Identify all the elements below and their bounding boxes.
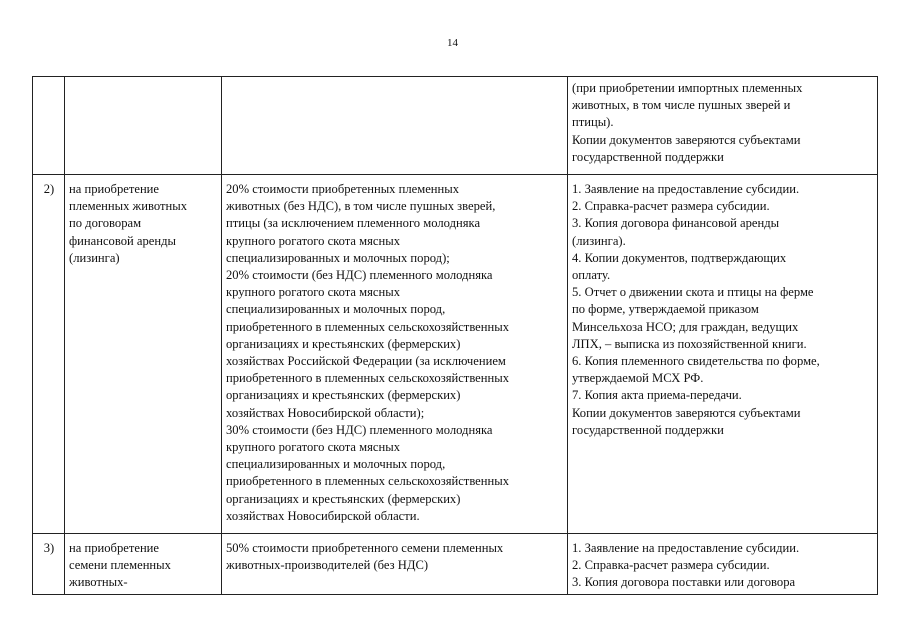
row-number: [33, 77, 65, 175]
table-row: [33, 77, 878, 175]
text-line: организациях и крестьянских (фермерских): [226, 491, 461, 506]
text-line: 20% стоимости приобретенных племенных: [226, 182, 460, 196]
row-number: 3): [33, 534, 65, 595]
text-line: 4. Копии документов, подтверждающих: [572, 250, 787, 265]
text-line: 50% стоимости приобретенного семени племенных: [226, 541, 504, 555]
text-line: (лизинга): [69, 250, 120, 265]
text-line: хозяйствах Российской Федерации (за исключением: [226, 354, 506, 369]
text-line: на приобретение: [69, 182, 160, 196]
text-line: приобретенного в племенных сельскохозяйственных: [226, 474, 510, 489]
text-line: (лизинга).: [572, 233, 626, 248]
row-number: 2): [33, 175, 65, 534]
text-line: семени племенных: [69, 558, 171, 573]
text-line: оплату.: [572, 268, 611, 283]
text-line: 6. Копия племенного свидетельства по форме,: [572, 354, 820, 369]
text-line: 1. Заявление на предоставление субсидии.: [572, 182, 800, 196]
text-line: животных, в том числе пушных зверей и: [572, 98, 791, 113]
text-line: финансовой аренды: [69, 233, 176, 248]
text-line: птицы (за исключением племенного молодняка: [226, 216, 481, 231]
text-line: Копии документов заверяются субъектами: [572, 405, 801, 420]
text-line: 3. Копия договора поставки или договора: [572, 575, 796, 590]
text-line: ЛПХ, – выписка из похозяйственной книги.: [572, 336, 807, 351]
text-line: 3. Копия договора финансовой аренды: [572, 216, 780, 231]
text-line: крупного рогатого скота мясных: [226, 440, 401, 455]
text-line: животных-производителей (без НДС): [226, 558, 429, 573]
table-row: [33, 534, 878, 595]
text-line: хозяйствах Новосибирской области);: [226, 405, 425, 420]
page-number: 14: [447, 37, 458, 49]
text-line: Минсельхоза НСО; для граждан, ведущих: [572, 319, 799, 334]
text-line: государственной поддержки: [572, 149, 724, 164]
amount-cell: [222, 77, 568, 175]
text-line: по договорам: [69, 216, 142, 231]
text-line: Копии документов заверяются субъектами: [572, 132, 801, 147]
text-line: племенных животных: [69, 199, 187, 214]
table-row: [33, 175, 878, 534]
text-line: животных (без НДС), в том числе пушных зверей,: [226, 199, 496, 214]
text-line: (при приобретении импортных племенных: [572, 81, 803, 95]
subsidy-table: [32, 76, 878, 595]
text-line: приобретенного в племенных сельскохозяйственных: [226, 319, 510, 334]
purpose-cell: [65, 175, 222, 534]
text-line: на приобретение: [69, 541, 160, 555]
documents-cell: [568, 175, 878, 534]
text-line: 20% стоимости (без НДС) племенного молодняка: [226, 268, 493, 283]
text-line: крупного рогатого скота мясных: [226, 285, 401, 300]
text-line: организациях и крестьянских (фермерских): [226, 388, 461, 403]
text-line: специализированных и молочных пород,: [226, 457, 446, 472]
text-line: приобретенного в племенных сельскохозяйственных: [226, 371, 510, 386]
text-line: крупного рогатого скота мясных: [226, 233, 401, 248]
text-line: государственной поддержки: [572, 422, 724, 437]
text-line: по форме, утверждаемой приказом: [572, 302, 759, 317]
text-line: специализированных и молочных пород);: [226, 250, 450, 265]
text-line: 5. Отчет о движении скота и птицы на ферме: [572, 285, 814, 300]
text-line: животных-: [69, 575, 128, 590]
text-line: 1. Заявление на предоставление субсидии.: [572, 541, 800, 555]
text-line: утверждаемой МСХ РФ.: [572, 371, 704, 386]
text-line: 2. Справка-расчет размера субсидии.: [572, 199, 770, 214]
text-line: специализированных и молочных пород,: [226, 302, 446, 317]
text-line: 2. Справка-расчет размера субсидии.: [572, 558, 770, 573]
amount-cell: [222, 175, 568, 534]
documents-cell: [568, 77, 878, 175]
text-line: птицы).: [572, 115, 614, 130]
purpose-cell: [65, 77, 222, 175]
text-line: хозяйствах Новосибирской области.: [226, 508, 420, 523]
text-line: 7. Копия акта приема-передачи.: [572, 388, 742, 403]
text-line: организациях и крестьянских (фермерских): [226, 336, 461, 351]
documents-cell: [568, 534, 878, 595]
text-line: 30% стоимости (без НДС) племенного молодняка: [226, 422, 493, 437]
purpose-cell: [65, 534, 222, 595]
amount-cell: [222, 534, 568, 595]
